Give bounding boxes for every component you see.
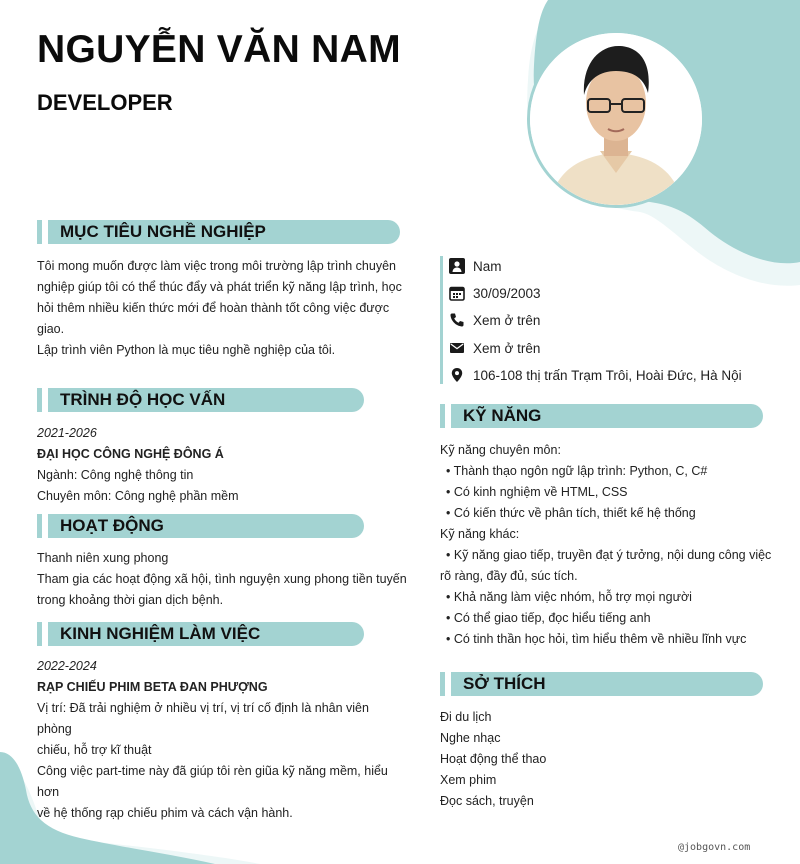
education-major: Ngành: Công nghệ thông tin	[37, 468, 194, 482]
candidate-name: NGUYỄN VĂN NAM	[37, 28, 401, 71]
hobby-item: Đọc sách, truyện	[440, 794, 534, 808]
activity-line: Thanh niên xung phong	[37, 551, 169, 565]
education-specialty: Chuyên môn: Công nghệ phần mềm	[37, 489, 239, 503]
experience-line: Vị trí: Đã trải nghiệm ở nhiều vị trí, vị trí cố định là nhân viên phòng	[37, 701, 369, 736]
phone-text: Xem ở trên	[473, 312, 541, 328]
skill-item-continuation: rõ ràng, đầy đủ, súc tích.	[440, 569, 578, 583]
skill-item: • Kỹ năng giao tiếp, truyền đạt ý tưởng, nội dung công việc	[446, 548, 772, 562]
activities-heading-label: HOẠT ĐỘNG	[48, 514, 364, 538]
profile-photo	[530, 33, 702, 205]
experience-heading-label: KINH NGHIỆM LÀM VIỆC	[48, 622, 364, 646]
skill-item: • Khả năng làm việc nhóm, hỗ trợ mọi người	[446, 590, 692, 604]
activity-line: Tham gia các hoạt động xã hội, tình nguyện xung phong tiền tuyến	[37, 572, 407, 586]
education-period: 2021-2026	[37, 426, 97, 440]
skills-block	[440, 440, 785, 650]
activities-block	[37, 548, 407, 611]
objective-text	[37, 256, 407, 361]
hobbies-heading-label: SỞ THÍCH	[451, 672, 763, 696]
location-pin-icon	[449, 367, 465, 383]
hobbies-heading	[440, 672, 763, 696]
objective-line: giao.	[37, 322, 65, 336]
email-text: Xem ở trên	[473, 340, 541, 356]
mail-icon	[449, 340, 465, 356]
skill-item: • Có tinh thần học hỏi, tìm hiểu thêm về nhiều lĩnh vực	[446, 632, 747, 646]
avatar	[527, 30, 705, 208]
objective-heading-label: MỤC TIÊU NGHỀ NGHIỆP	[48, 220, 400, 244]
contact-address	[449, 365, 742, 385]
objective-line: nghiệp giúp tôi có thể thúc đẩy và phát triển kỹ năng lập trình, học	[37, 280, 402, 294]
objective-line: Tôi mong muốn được làm việc trong môi trường lập trình chuyên	[37, 259, 396, 273]
hobby-item: Đi du lịch	[440, 710, 492, 724]
school-name: ĐẠI HỌC CÔNG NGHỆ ĐÔNG Á	[37, 447, 224, 461]
skill-item: • Có kiến thức về phân tích, thiết kế hệ thống	[446, 506, 696, 520]
calendar-icon	[449, 285, 465, 301]
activity-line: trong khoảng thời gian dịch bệnh.	[37, 593, 224, 607]
hobbies-block	[440, 707, 785, 812]
contact-birthday	[449, 283, 541, 303]
company-name: RẠP CHIẾU PHIM BETA ĐAN PHƯỢNG	[37, 680, 268, 694]
skill-item: • Có thể giao tiếp, đọc hiểu tiếng anh	[446, 611, 651, 625]
experience-heading	[37, 622, 364, 646]
experience-period: 2022-2024	[37, 659, 97, 673]
hobby-item: Xem phim	[440, 773, 497, 787]
experience-line: về hệ thống rạp chiếu phim và cách vận hành.	[37, 806, 293, 820]
watermark: @jobgovn.com	[678, 842, 751, 853]
gender-text: Nam	[473, 258, 502, 274]
activities-heading	[37, 514, 364, 538]
job-title: DEVELOPER	[37, 90, 173, 115]
objective-line: hỏi thêm nhiều kiến thức mới để hoàn thành tốt công việc được	[37, 301, 390, 315]
objective-heading	[37, 220, 400, 244]
skill-item: • Thành thạo ngôn ngữ lập trình: Python, C, C#	[446, 464, 708, 478]
skills-heading-label: KỸ NĂNG	[451, 404, 763, 428]
phone-icon	[449, 312, 465, 328]
contact-phone	[449, 310, 540, 330]
skill-item: • Có kinh nghiệm về HTML, CSS	[446, 485, 628, 499]
person-icon	[449, 258, 465, 274]
hobby-item: Hoạt động thể thao	[440, 752, 547, 766]
skills-professional-label: Kỹ năng chuyên môn:	[440, 443, 561, 457]
contact-divider	[440, 256, 443, 384]
hobby-item: Nghe nhạc	[440, 731, 501, 745]
skills-other-label: Kỹ năng khác:	[440, 527, 520, 541]
experience-line: Công việc part-time này đã giúp tôi rèn giũa kỹ năng mềm, hiểu hơn	[37, 764, 388, 799]
objective-line: Lập trình viên Python là mục tiêu nghề nghiệp của tôi.	[37, 343, 336, 357]
birthday-text: 30/09/2003	[473, 285, 541, 301]
address-text: 106-108 thị trấn Trạm Trôi, Hoài Đức, Hà Nội	[473, 367, 742, 383]
education-heading-label: TRÌNH ĐỘ HỌC VẤN	[48, 388, 364, 412]
education-heading	[37, 388, 364, 412]
experience-block	[37, 656, 407, 824]
experience-line: chiếu, hỗ trợ kĩ thuật	[37, 743, 152, 757]
contact-email	[449, 338, 540, 358]
contact-gender	[449, 256, 502, 276]
skills-heading	[440, 404, 763, 428]
education-block	[37, 423, 407, 507]
